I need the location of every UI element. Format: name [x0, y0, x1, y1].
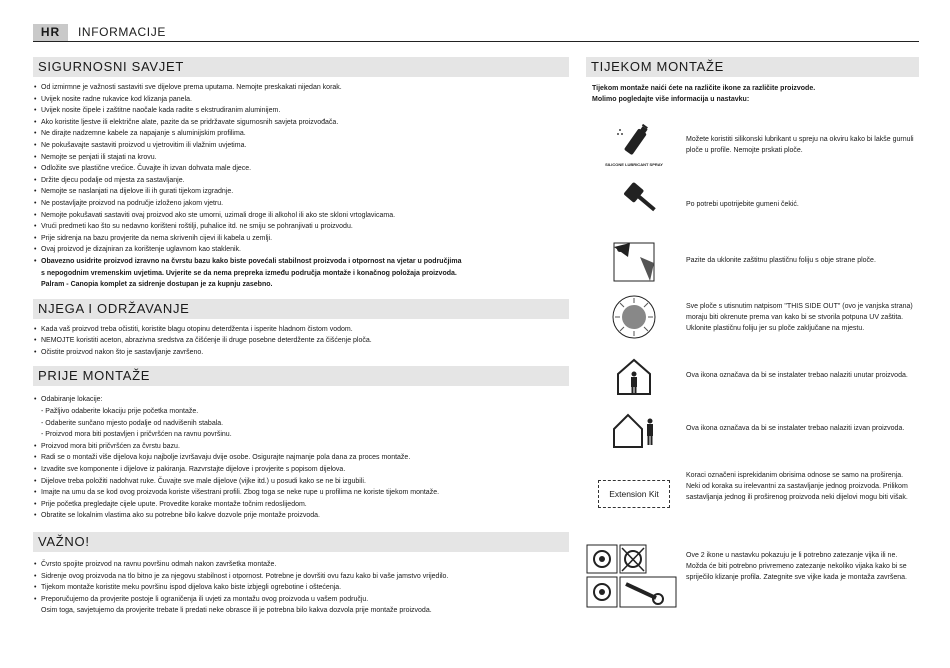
list-item: • Držite djecu podalje od mjesta za sastavljanje. — [33, 175, 569, 187]
list-item: • Kada vaš proizvod treba očistiti, koristite blagu otopinu deterdženta i isperite hladnom čistom vodom. — [33, 324, 569, 336]
important-list — [33, 559, 569, 617]
list-item: • Nemojte pokušavati sastaviti ovaj proizvod ako ste umorni, uzimali droge ili alkohol ili ako ste skloni vrtoglavicama. — [33, 210, 569, 222]
list-item: • Obratite se lokalnim vlastima ako su potrebne bilo kakve dozvole prije montaže proizvoda. — [33, 510, 569, 522]
list-item-bold-continued: s nepogodnim vremenskim uvjetima. Uvjerite se da nema prepreka između područja montaže i konačnog položaja proizvoda. — [41, 269, 457, 277]
intro-line: Tijekom montaže naići ćete na različite ikone za različite proizvode. — [592, 85, 816, 92]
before-list — [33, 394, 569, 522]
icon-description: Koraci označeni isprekidanim obrisima odnose se samo na proširenja. Neki od koraka su irelevantni za sastavljanje jednog proizvoda. Prilikom sastavljanja jednog ili proširenog proizvoda neki dijelovi mogu biti višak. — [686, 472, 908, 501]
list-subitem: - Proizvod mora biti postavljen i pričvršćen na ravnu površinu. — [41, 431, 232, 439]
list-item: • Sidrenje ovog proizvoda na tlo bitno je za njegovu stabilnost i otpornost. Potrebne je dovršiti ovu fazu kako bi vaše jamstvo vrijedilo. — [33, 571, 569, 583]
right-column — [586, 57, 919, 581]
list-subitem: - Odaberite sunčano mjesto podalje od nadvišenih stabala. — [41, 419, 224, 427]
list-item: • Ako koristite ljestve ili električne alate, pazite da se pridržavate sigurnosnih savjeta proizvođača. — [33, 117, 569, 129]
list-item: • Prije sidrenja na bazu provjerite da nema skrivenih cijevi ili kabela u zemlji. — [33, 233, 569, 245]
left-column — [33, 57, 569, 617]
list-item: • Ne postavljajte proizvod na područje izloženo jakom vjetru. — [33, 198, 569, 210]
remove-film-icon — [610, 237, 658, 285]
icon-description: Po potrebi upotrijebite gumeni čekić. — [686, 201, 799, 208]
list-item-bold: • Obavezno usidrite proizvod izravno na čvrstu bazu kako biste povećali stabilnost proizvoda i otpornost na vjetar u područjima — [33, 256, 569, 268]
icon-description: Ova ikona označava da bi se instalater trebao nalaziti unutar proizvoda. — [686, 372, 908, 379]
list-item: • Radi se o montaži više dijelova koju najbolje izvršavaju dvije osobe. Osigurajte najmanje pola dana za proces montaže. — [33, 452, 569, 464]
list-item: • Čvrsto spojite proizvod na ravnu površinu odmah nakon završetka montaže. — [33, 559, 569, 571]
list-item-bold-continued: Palram - Canopia komplet za sidrenje dostupan je za kupnju zasebno. — [41, 281, 273, 289]
section-title-before-assembly: PRIJE MONTAŽE — [33, 366, 569, 386]
list-subitem: - Pažljivo odaberite lokaciju prije početka montaže. — [41, 408, 199, 416]
extension-kit-icon: Extension Kit — [598, 480, 670, 508]
screw-tightening-icon — [586, 544, 678, 608]
section-title-important: VAŽNO! — [33, 532, 569, 552]
icon-description: Pazite da uklonite zaštitnu plastičnu foliju s obje strane ploče. — [686, 257, 876, 264]
list-item: • Izvadite sve komponente i dijelove iz pakiranja. Razvrstajte dijelove i provjerite s popisom dijelova. — [33, 464, 569, 476]
installer-inside-icon — [610, 354, 658, 402]
icon-description: Ove 2 ikone u nastavku pokazuju je li potrebno zatezanje vijka ili ne. Možda će biti potrebno privremeno zatezanje nekoliko vijaka kako bi se spriječilo klizanje profila. Zategnite sve vijke kada je montaža završena. — [686, 552, 907, 581]
installer-outside-icon — [610, 407, 658, 455]
section-title-safety: SIGURNOSNI SAVJET — [33, 57, 569, 77]
list-item: • Imajte na umu da se kod ovog proizvoda koriste višestrani profili. Zbog toga se neke rupe u profilima ne koriste tijekom montaže. — [33, 487, 569, 499]
intro-text — [592, 83, 919, 105]
list-item: • Nemojte se penjati ili stajati na krovu. — [33, 152, 569, 164]
list-item-continued: Osim toga, savjetujemo da provjerite trebate li predati neke obrasce ili je potrebna bilo kakva dozvola prije montaže proizvoda. — [41, 607, 432, 615]
list-item: • Uvijek nosite čipele i zaštitne naočale kada radite s ekstrudiranim aluminijem. — [33, 105, 569, 117]
icon-description: Ova ikona označava da bi se instalater trebao nalaziti izvan proizvoda. — [686, 425, 905, 432]
list-item: • Ovaj proizvod je dizajniran za korištenje uglavnom kao staklenik. — [33, 244, 569, 256]
spray-label-line: SILICONE LUBRICANT SPRAY — [605, 162, 663, 167]
list-item: • Uvijek nosite radne rukavice kod klizanja panela. — [33, 94, 569, 106]
list-item: • Ne dirajte nadzemne kabele za napajanje s aluminijskim profilima. — [33, 128, 569, 140]
rubber-mallet-icon — [610, 179, 658, 227]
list-item: • Od izmirmne je važnosti sastaviti sve dijelove prema uputama. Nemojte preskakati nijedan korak. — [33, 82, 569, 94]
section-title-care: NJEGA I ODRŽAVANJE — [33, 299, 569, 319]
list-item: • Preporučujemo da provjerite postoje li ograničenja ili uvjeti za montažu ovog proizvoda u vašem području. — [33, 594, 569, 606]
intro-line: Molimo pogledajte više informacija u nastavku: — [592, 96, 750, 103]
section-title-during-assembly: TIJEKOM MONTAŽE — [586, 57, 919, 77]
list-item: • Odložite sve plastične vrećice. Čuvajte ih izvan dohvata male djece. — [33, 163, 569, 175]
list-item: • Prije početka pregledajte cijele upute. Provedite korake montaže točnim redoslijedom. — [33, 499, 569, 511]
list-item: • Nemojte se naslanjati na dijelove ili ih gurati tijekom izgradnje. — [33, 186, 569, 198]
list-item: • Tijekom montaže koristite meku površinu ispod dijelova kako biste izbjegli ogrebotine i oštećenja. — [33, 582, 569, 594]
list-item: • Ne pokušavajte sastaviti proizvod u vjetrovitim ili vlažnim uvjetima. — [33, 140, 569, 152]
care-list — [33, 324, 569, 359]
list-item: • Odabiranje lokacije: — [33, 394, 569, 406]
list-item: • Proizvod mora biti pričvršćen za čvrstu bazu. — [33, 441, 569, 453]
list-item: • NEMOJTE koristiti aceton, abrazivna sredstva za čišćenje ili druge posebne deterdžente za čišćenje ploča. — [33, 335, 569, 347]
safety-list — [33, 82, 569, 291]
sun-icon — [610, 293, 658, 341]
list-item: • Očistite proizvod nakon što je sastavljanje završeno. — [33, 347, 569, 359]
language-badge: HR — [33, 24, 68, 41]
silicone-spray-icon — [605, 122, 663, 170]
page-title: INFORMACIJE — [78, 25, 166, 39]
list-item: • Dijelove treba položiti nadohvat ruke. Čuvajte sve male dijelove (vijke itd.) u posudi kako se ne bi izgubili. — [33, 476, 569, 488]
list-item: • Vrući predmeti kao što su nedavno korišteni roštilji, puhalice itd. ne smiju se pohranjivati u proizvodu. — [33, 221, 569, 233]
icon-description: Možete koristiti silikonski lubrikant u spreju na okviru kako bi lakše gurnuli ploče u profile. Nemojte prskati ploče. — [686, 136, 914, 154]
icon-description: Sve ploče s utisnutim natpisom "THIS SIDE OUT" (ovo je vanjska strana) moraju biti okrenute prema van kako bi se stvorila potpuna UV zaštita. Uklonite plastičnu foliju jer su ploče zaključane na mjestu. — [686, 303, 913, 332]
page-header — [33, 24, 919, 42]
